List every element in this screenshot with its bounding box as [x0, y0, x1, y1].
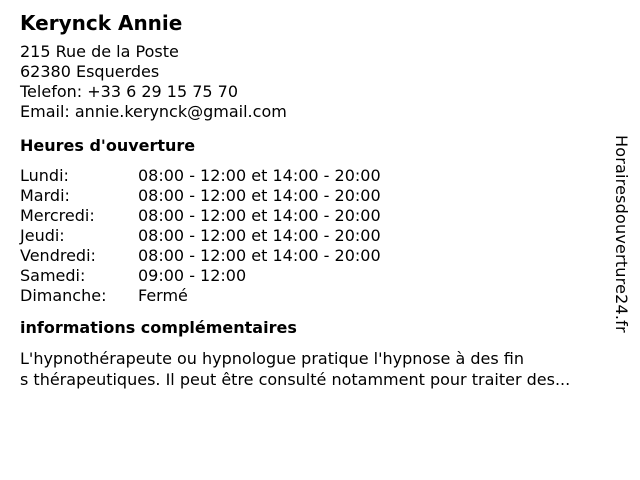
day-hours: 08:00 - 12:00 et 14:00 - 20:00	[138, 186, 381, 205]
day-hours: 08:00 - 12:00 et 14:00 - 20:00	[138, 166, 381, 185]
email-text: Email: annie.kerynck@gmail.com	[20, 102, 287, 121]
site-watermark: Horairesdouverture24.fr	[612, 135, 631, 333]
hours-row-monday	[20, 166, 620, 186]
hours-row-thursday	[20, 226, 620, 246]
day-hours: Fermé	[138, 286, 188, 305]
additional-info-title: informations complémentaires	[20, 318, 297, 337]
day-label: Mercredi:	[20, 206, 95, 225]
hours-row-friday	[20, 246, 620, 266]
day-label: Mardi:	[20, 186, 70, 205]
day-label: Samedi:	[20, 266, 86, 285]
hours-row-wednesday	[20, 206, 620, 226]
day-hours: 08:00 - 12:00 et 14:00 - 20:00	[138, 246, 381, 265]
day-label: Dimanche:	[20, 286, 107, 305]
hours-row-tuesday	[20, 186, 620, 206]
hours-row-sunday	[20, 286, 620, 306]
address-block	[20, 42, 620, 122]
description-line-1: L'hypnothérapeute ou hypnologue pratique l'hypnose à des fin	[20, 349, 524, 368]
business-name: Kerynck Annie	[20, 11, 183, 35]
day-label: Vendredi:	[20, 246, 96, 265]
day-hours: 08:00 - 12:00 et 14:00 - 20:00	[138, 226, 381, 245]
description-line-2: s thérapeutiques. Il peut être consulté notamment pour traiter des...	[20, 370, 571, 389]
day-label: Lundi:	[20, 166, 69, 185]
day-label: Jeudi:	[20, 226, 65, 245]
day-hours: 08:00 - 12:00 et 14:00 - 20:00	[138, 206, 381, 225]
opening-hours-table	[20, 166, 620, 306]
business-card	[20, 10, 620, 390]
address-street: 215 Rue de la Poste	[20, 42, 179, 61]
phone-text: Telefon: +33 6 29 15 75 70	[20, 82, 239, 101]
address-city: 62380 Esquerdes	[20, 62, 160, 81]
day-hours: 09:00 - 12:00	[138, 266, 247, 285]
opening-hours-title: Heures d'ouverture	[20, 136, 196, 155]
hours-row-saturday	[20, 266, 620, 286]
